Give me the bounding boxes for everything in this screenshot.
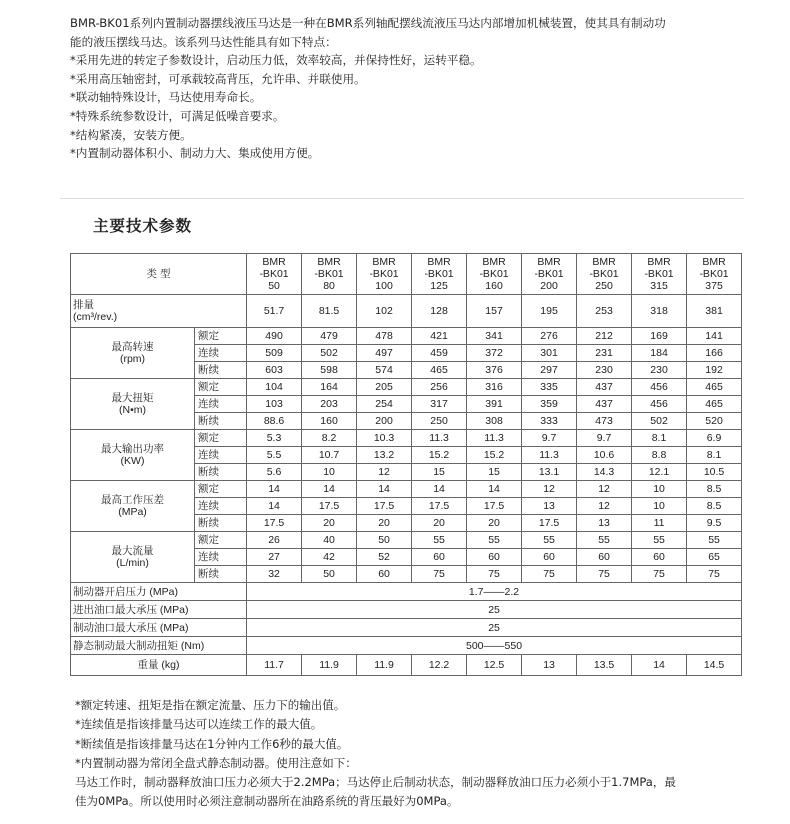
spec-table — [70, 253, 742, 676]
sub-label: 断续 — [195, 515, 247, 532]
model-header-line: BMR — [647, 256, 671, 268]
param-label-line: (L/min) — [116, 557, 149, 569]
sub-label: 额定 — [195, 430, 247, 447]
data-cell: 60 — [522, 549, 577, 566]
data-cell: 166 — [687, 345, 742, 362]
data-cell: 60 — [412, 549, 467, 566]
data-cell: 14 — [247, 481, 302, 498]
data-cell: 372 — [467, 345, 522, 362]
data-cell: 14.3 — [577, 464, 632, 481]
data-cell: 421 — [412, 328, 467, 345]
data-cell: 81.5 — [302, 295, 357, 328]
model-header-line: -BK01 — [369, 268, 399, 280]
data-cell: 391 — [467, 396, 522, 413]
data-cell: 465 — [687, 379, 742, 396]
data-cell: 128 — [412, 295, 467, 328]
data-cell: 359 — [522, 396, 577, 413]
model-header-line: -BK01 — [314, 268, 344, 280]
model-header-line: BMR — [702, 256, 726, 268]
sub-label: 额定 — [195, 481, 247, 498]
model-header-line: 100 — [375, 280, 393, 292]
data-cell: 17.5 — [412, 498, 467, 515]
intro-line: BMR-BK01系列内置制动器摆线液压马达是一种在BMR系列轴配摆线流液压马达内部增加机械装置，使其具有制动功 — [70, 16, 666, 30]
data-cell: 75 — [577, 566, 632, 583]
data-cell: 317 — [412, 396, 467, 413]
data-cell: 164 — [302, 379, 357, 396]
data-cell: 20 — [467, 515, 522, 532]
data-cell: 9.7 — [577, 430, 632, 447]
spec-label: 制动器开启压力 (MPa) — [71, 583, 247, 601]
sub-label: 断续 — [195, 464, 247, 481]
data-cell: 465 — [687, 396, 742, 413]
data-cell: 65 — [687, 549, 742, 566]
sub-label: 断续 — [195, 362, 247, 379]
model-header — [687, 254, 742, 295]
data-cell: 17.5 — [302, 498, 357, 515]
data-cell: 9.7 — [522, 430, 577, 447]
data-cell: 103 — [247, 396, 302, 413]
note-item: 马达工作时，制动器释放油口压力必须大于2.2MPa；马达停止后制动状态，制动器释放油口压力必须小于1.7MPa，最 — [75, 775, 676, 790]
feature-item: *采用高压轴密封，可承载较高背压，允许串、并联使用。 — [70, 71, 366, 86]
data-cell: 15 — [467, 464, 522, 481]
data-cell: 318 — [632, 295, 687, 328]
data-cell: 184 — [632, 345, 687, 362]
data-cell: 230 — [577, 362, 632, 379]
data-cell: 50 — [357, 532, 412, 549]
data-cell: 8.5 — [687, 498, 742, 515]
model-header — [632, 254, 687, 295]
model-header-line: BMR — [372, 256, 396, 268]
model-header-line: 315 — [650, 280, 668, 292]
spec-label: 进出油口最大承压 (MPa) — [71, 601, 247, 619]
param-label-line: 最大输出功率 — [101, 443, 164, 455]
sub-label: 断续 — [195, 413, 247, 430]
sub-label: 连续 — [195, 447, 247, 464]
data-cell: 10.5 — [687, 464, 742, 481]
note-item: *额定转速、扭矩是指在额定流量、压力下的输出值。 — [75, 698, 346, 712]
data-cell: 250 — [412, 413, 467, 430]
section-divider — [60, 198, 744, 199]
data-cell: 13.1 — [522, 464, 577, 481]
model-header-line: BMR — [427, 256, 451, 268]
sub-label: 额定 — [195, 379, 247, 396]
data-cell: 205 — [357, 379, 412, 396]
displacement-label — [71, 295, 247, 328]
feature-item: *特殊系统参数设计，可满足低噪音要求。 — [70, 108, 285, 123]
model-header — [467, 254, 522, 295]
data-cell: 502 — [302, 345, 357, 362]
data-cell: 8.1 — [687, 447, 742, 464]
model-header-line: BMR — [537, 256, 561, 268]
param-label — [71, 481, 195, 532]
data-cell: 20 — [302, 515, 357, 532]
data-cell: 465 — [412, 362, 467, 379]
model-header-line: -BK01 — [589, 268, 619, 280]
data-cell: 12 — [577, 498, 632, 515]
data-cell: 60 — [632, 549, 687, 566]
data-cell: 157 — [467, 295, 522, 328]
data-cell: 141 — [687, 328, 742, 345]
data-cell: 14 — [247, 498, 302, 515]
data-cell: 456 — [632, 379, 687, 396]
sub-label: 额定 — [195, 532, 247, 549]
data-cell: 335 — [522, 379, 577, 396]
model-header-line: -BK01 — [644, 268, 674, 280]
data-cell: 8.2 — [302, 430, 357, 447]
model-header-line: -BK01 — [259, 268, 289, 280]
data-cell: 520 — [687, 413, 742, 430]
data-cell: 17.5 — [522, 515, 577, 532]
data-cell: 11.9 — [357, 655, 412, 676]
data-cell: 60 — [467, 549, 522, 566]
data-cell: 456 — [632, 396, 687, 413]
data-cell: 192 — [687, 362, 742, 379]
data-cell: 12.5 — [467, 655, 522, 676]
spec-value: 25 — [247, 619, 742, 637]
model-header-line: 250 — [595, 280, 613, 292]
param-label-line: 最大扭矩 — [111, 392, 154, 404]
data-cell: 51.7 — [247, 295, 302, 328]
weight-label: 重量 (kg) — [71, 655, 247, 676]
data-cell: 459 — [412, 345, 467, 362]
data-cell: 10 — [302, 464, 357, 481]
data-cell: 32 — [247, 566, 302, 583]
data-cell: 12 — [357, 464, 412, 481]
data-cell: 15 — [412, 464, 467, 481]
data-cell: 75 — [632, 566, 687, 583]
note-item: *断续值是指该排量马达在1分钟内工作6秒的最大值。 — [75, 736, 349, 751]
data-cell: 10.6 — [577, 447, 632, 464]
data-cell: 598 — [302, 362, 357, 379]
data-cell: 11.3 — [467, 430, 522, 447]
param-label-line: (rpm) — [119, 353, 146, 365]
notes — [75, 696, 695, 812]
data-cell: 376 — [467, 362, 522, 379]
data-cell: 55 — [577, 532, 632, 549]
data-cell: 437 — [577, 396, 632, 413]
data-cell: 20 — [357, 515, 412, 532]
model-header-line: -BK01 — [534, 268, 564, 280]
data-cell: 13 — [577, 515, 632, 532]
model-header-line: -BK01 — [424, 268, 454, 280]
data-cell: 11.3 — [522, 447, 577, 464]
model-header-line: 50 — [268, 280, 280, 292]
intro-line: 能的液压摆线马达。该系列马达性能具有如下特点： — [70, 34, 337, 49]
data-cell: 212 — [577, 328, 632, 345]
data-cell: 17.5 — [247, 515, 302, 532]
data-cell: 13 — [522, 655, 577, 676]
data-cell: 301 — [522, 345, 577, 362]
note-item: 佳为0MPa。所以使用时必须注意制动器所在油路系统的背压最好为0MPa。 — [75, 794, 459, 809]
data-cell: 473 — [577, 413, 632, 430]
data-cell: 497 — [357, 345, 412, 362]
model-header — [412, 254, 467, 295]
data-cell: 9.5 — [687, 515, 742, 532]
type-header: 类 型 — [71, 254, 247, 295]
data-cell: 88.6 — [247, 413, 302, 430]
feature-item: *内置制动器体积小、制动力大、集成使用方便。 — [70, 146, 320, 161]
sub-label: 连续 — [195, 396, 247, 413]
data-cell: 11.7 — [247, 655, 302, 676]
spec-label: 制动油口最大承压 (MPa) — [71, 619, 247, 637]
data-cell: 276 — [522, 328, 577, 345]
sub-label: 连续 — [195, 549, 247, 566]
model-header-line: 375 — [705, 280, 723, 292]
data-cell: 5.3 — [247, 430, 302, 447]
data-cell: 40 — [302, 532, 357, 549]
data-cell: 12.1 — [632, 464, 687, 481]
model-header-line: BMR — [592, 256, 616, 268]
data-cell: 254 — [357, 396, 412, 413]
param-label-line: 最大流量 — [111, 545, 154, 557]
data-cell: 10.3 — [357, 430, 412, 447]
data-cell: 104 — [247, 379, 302, 396]
data-cell: 574 — [357, 362, 412, 379]
sub-label: 断续 — [195, 566, 247, 583]
model-header — [577, 254, 632, 295]
data-cell: 8.8 — [632, 447, 687, 464]
data-cell: 55 — [632, 532, 687, 549]
data-cell: 5.6 — [247, 464, 302, 481]
data-cell: 11.9 — [302, 655, 357, 676]
data-cell: 308 — [467, 413, 522, 430]
data-cell: 55 — [467, 532, 522, 549]
data-cell: 169 — [632, 328, 687, 345]
data-cell: 8.5 — [687, 481, 742, 498]
feature-item: *联动轴特殊设计，马达使用寿命长。 — [70, 90, 262, 105]
data-cell: 75 — [687, 566, 742, 583]
model-header-line: 125 — [430, 280, 448, 292]
data-cell: 509 — [247, 345, 302, 362]
data-cell: 11 — [632, 515, 687, 532]
data-cell: 14 — [632, 655, 687, 676]
data-cell: 6.9 — [687, 430, 742, 447]
param-label-line: (MPa) — [118, 506, 147, 518]
data-cell: 17.5 — [357, 498, 412, 515]
model-header-line: -BK01 — [699, 268, 729, 280]
param-label-line: (KW) — [120, 455, 145, 467]
data-cell: 15.2 — [412, 447, 467, 464]
data-cell: 55 — [687, 532, 742, 549]
data-cell: 479 — [302, 328, 357, 345]
spec-label: 静态制动最大制动扭矩 (Nm) — [71, 637, 247, 655]
param-label-line: 最高转速 — [111, 341, 154, 353]
note-item: *连续值是指该排量马达可以连续工作的最大值。 — [75, 717, 323, 732]
data-cell: 502 — [632, 413, 687, 430]
data-cell: 253 — [577, 295, 632, 328]
data-cell: 14 — [302, 481, 357, 498]
model-header-line: 80 — [323, 280, 335, 292]
data-cell: 60 — [357, 566, 412, 583]
data-cell: 10 — [632, 481, 687, 498]
data-cell: 14 — [467, 481, 522, 498]
data-cell: 11.3 — [412, 430, 467, 447]
data-cell: 26 — [247, 532, 302, 549]
model-header-line: 160 — [485, 280, 503, 292]
param-label — [71, 532, 195, 583]
model-header-line: BMR — [317, 256, 341, 268]
model-header — [247, 254, 302, 295]
data-cell: 603 — [247, 362, 302, 379]
data-cell: 203 — [302, 396, 357, 413]
data-cell: 20 — [412, 515, 467, 532]
data-cell: 12 — [522, 481, 577, 498]
data-cell: 333 — [522, 413, 577, 430]
data-cell: 297 — [522, 362, 577, 379]
data-cell: 381 — [687, 295, 742, 328]
data-cell: 75 — [522, 566, 577, 583]
data-cell: 13 — [522, 498, 577, 515]
param-label — [71, 379, 195, 430]
data-cell: 341 — [467, 328, 522, 345]
data-cell: 75 — [467, 566, 522, 583]
model-header-line: 200 — [540, 280, 558, 292]
data-cell: 102 — [357, 295, 412, 328]
section-title: 主要技术参数 — [93, 217, 193, 235]
data-cell: 8.1 — [632, 430, 687, 447]
sub-label: 连续 — [195, 345, 247, 362]
sub-label: 额定 — [195, 328, 247, 345]
data-cell: 55 — [412, 532, 467, 549]
spec-value: 1.7——2.2 — [247, 583, 742, 601]
data-cell: 231 — [577, 345, 632, 362]
data-cell: 75 — [412, 566, 467, 583]
data-cell: 14 — [412, 481, 467, 498]
displacement-label-line: 排量 — [73, 299, 94, 311]
data-cell: 27 — [247, 549, 302, 566]
feature-item: *采用先进的转定子参数设计，启动压力低，效率较高，并保持性好，运转平稳。 — [70, 53, 482, 68]
model-header — [302, 254, 357, 295]
note-item: *内置制动器为常闭全盘式静态制动器。使用注意如下： — [75, 755, 357, 770]
param-label-line: (N•m) — [119, 404, 146, 416]
sub-label: 连续 — [195, 498, 247, 515]
model-header-line: -BK01 — [479, 268, 509, 280]
spec-value: 500——550 — [247, 637, 742, 655]
data-cell: 195 — [522, 295, 577, 328]
data-cell: 17.5 — [467, 498, 522, 515]
spec-value: 25 — [247, 601, 742, 619]
data-cell: 14.5 — [687, 655, 742, 676]
data-cell: 160 — [302, 413, 357, 430]
data-cell: 12.2 — [412, 655, 467, 676]
intro-text — [70, 14, 710, 163]
model-header — [522, 254, 577, 295]
param-label — [71, 430, 195, 481]
displacement-label-line: (cm³/rev.) — [73, 311, 118, 323]
data-cell: 316 — [467, 379, 522, 396]
data-cell: 230 — [632, 362, 687, 379]
param-label — [71, 328, 195, 379]
data-cell: 12 — [577, 481, 632, 498]
data-cell: 14 — [357, 481, 412, 498]
data-cell: 256 — [412, 379, 467, 396]
feature-item: *结构紧凑，安装方便。 — [70, 127, 192, 142]
data-cell: 55 — [522, 532, 577, 549]
model-header — [357, 254, 412, 295]
data-cell: 478 — [357, 328, 412, 345]
data-cell: 13.2 — [357, 447, 412, 464]
data-cell: 10.7 — [302, 447, 357, 464]
data-cell: 42 — [302, 549, 357, 566]
data-cell: 15.2 — [467, 447, 522, 464]
data-cell: 437 — [577, 379, 632, 396]
data-cell: 200 — [357, 413, 412, 430]
model-header-line: BMR — [262, 256, 286, 268]
data-cell: 50 — [302, 566, 357, 583]
data-cell: 13.5 — [577, 655, 632, 676]
data-cell: 10 — [632, 498, 687, 515]
data-cell: 5.5 — [247, 447, 302, 464]
param-label-line: 最高工作压差 — [101, 494, 164, 506]
data-cell: 60 — [577, 549, 632, 566]
data-cell: 490 — [247, 328, 302, 345]
data-cell: 52 — [357, 549, 412, 566]
model-header-line: BMR — [482, 256, 506, 268]
